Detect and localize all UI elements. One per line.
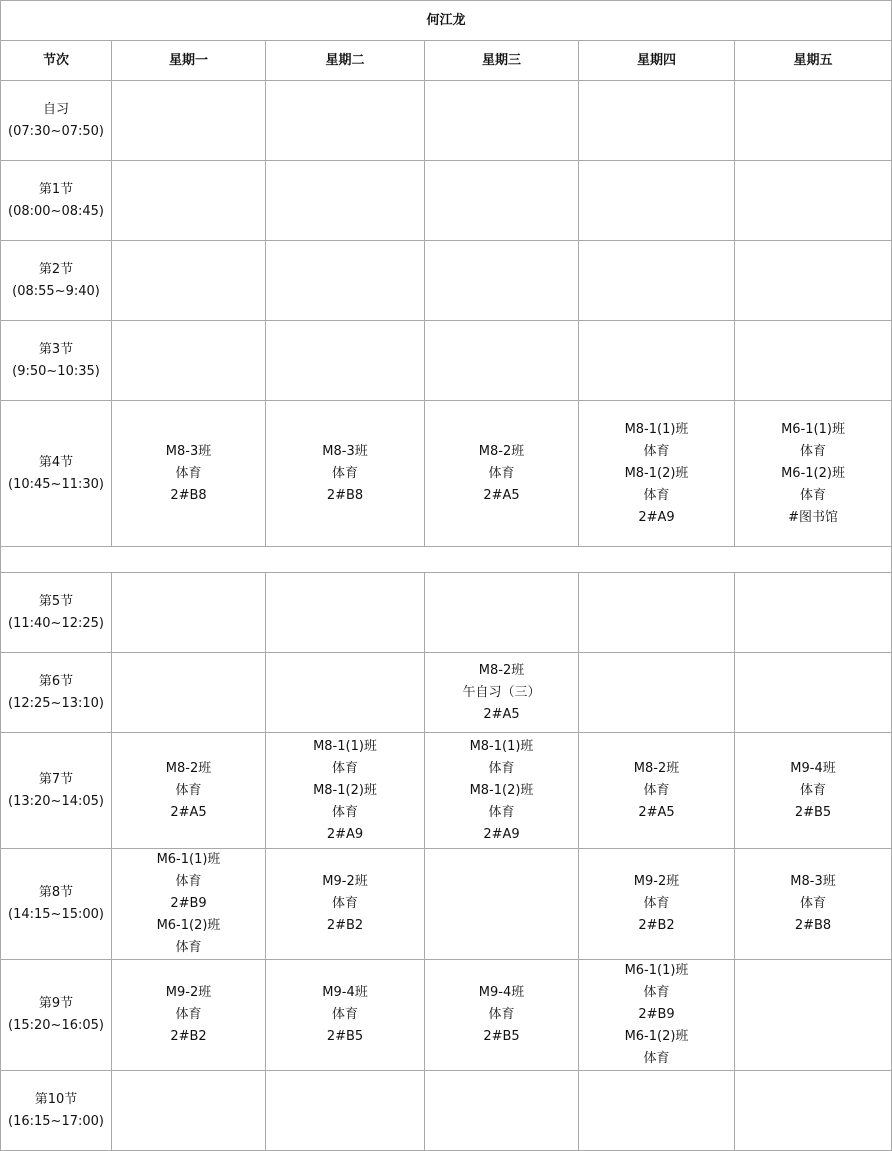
cell-wednesday — [425, 81, 579, 161]
class-entry-line: 2#B2 — [170, 1029, 207, 1044]
cell-monday — [112, 653, 266, 733]
period-name: 第2节 — [38, 261, 74, 277]
class-entry-line: 2#A5 — [170, 804, 207, 820]
header-period: 节次 — [1, 41, 112, 81]
cell-friday — [735, 321, 892, 401]
lunch-separator-row — [1, 547, 892, 573]
class-entry-line: M9-2班 — [165, 985, 212, 1000]
cell-tuesday — [266, 321, 425, 401]
class-entry-line: M9-4班 — [478, 985, 525, 1000]
period-cell — [1, 161, 112, 241]
class-entry-line: M9-4班 — [790, 760, 836, 776]
period-row — [1, 653, 892, 733]
cell-wednesday — [425, 653, 579, 733]
class-entry-line: 2#A9 — [483, 826, 520, 842]
class-entry-line: 体育 — [175, 465, 202, 481]
class-entry-line: M8-2班 — [633, 760, 680, 776]
class-entry-line: 体育 — [175, 1007, 202, 1022]
period-cell — [1, 81, 112, 161]
period-time: (08:00~08:45) — [8, 203, 104, 219]
class-entry-line: 2#B9 — [170, 896, 207, 911]
class-entry-line: M9-4班 — [322, 985, 368, 1000]
class-entry-line: 体育 — [175, 940, 202, 955]
cell-monday — [112, 1071, 266, 1151]
period-cell — [1, 849, 112, 960]
cell-thursday — [579, 161, 735, 241]
cell-wednesday — [425, 241, 579, 321]
cell-tuesday — [266, 849, 425, 960]
cell-tuesday — [266, 81, 425, 161]
cell-friday — [735, 573, 892, 653]
cell-monday — [112, 733, 266, 849]
cell-tuesday — [266, 401, 425, 547]
class-entry-line: M8-1(1)班 — [469, 738, 534, 754]
cell-friday — [735, 1071, 892, 1151]
class-entry-line: 2#A9 — [638, 509, 675, 525]
class-entry-line: 体育 — [331, 804, 358, 820]
cell-monday — [112, 401, 266, 547]
cell-tuesday — [266, 960, 425, 1071]
header-wednesday: 星期三 — [425, 41, 579, 81]
period-row — [1, 1071, 892, 1151]
class-entry-line: M6-1(1)班 — [624, 963, 689, 978]
cell-monday — [112, 573, 266, 653]
class-entry-line: 2#B2 — [638, 918, 675, 933]
class-entry-line: 2#B8 — [794, 918, 832, 933]
cell-thursday — [579, 401, 735, 547]
cell-thursday — [579, 321, 735, 401]
cell-monday — [112, 161, 266, 241]
class-entry-line: M8-1(1)班 — [624, 421, 689, 437]
header-friday: 星期五 — [735, 41, 892, 81]
period-time: (12:25~13:10) — [8, 695, 104, 711]
class-entry-line: 体育 — [175, 874, 202, 889]
cell-wednesday — [425, 1071, 579, 1151]
cell-friday — [735, 81, 892, 161]
class-entry-line: 体育 — [331, 760, 358, 776]
cell-wednesday — [425, 401, 579, 547]
cell-friday — [735, 733, 892, 849]
class-entry-line: 2#A5 — [483, 706, 520, 722]
period-name: 第3节 — [38, 341, 74, 357]
period-name: 第9节 — [38, 996, 74, 1011]
class-entry-line: 体育 — [800, 782, 827, 798]
class-entry-line: M6-1(2)班 — [156, 918, 221, 933]
period-cell — [1, 401, 112, 547]
class-entry-line: 体育 — [800, 443, 827, 459]
class-entry-line: 体育 — [331, 1007, 358, 1022]
class-entry-line: 2#B5 — [326, 1029, 364, 1044]
class-entry-line: M8-2班 — [165, 760, 212, 776]
cell-wednesday — [425, 849, 579, 960]
period-row — [1, 573, 892, 653]
class-entry-line: 体育 — [643, 487, 670, 503]
class-entry-line: M8-3班 — [165, 443, 212, 459]
cell-tuesday — [266, 1071, 425, 1151]
period-cell — [1, 1071, 112, 1151]
period-name: 第7节 — [38, 771, 74, 787]
class-entry-line: M8-1(1)班 — [313, 738, 377, 754]
class-entry-line: M8-1(2)班 — [624, 465, 689, 481]
period-row — [1, 849, 892, 960]
class-entry-line: M8-1(2)班 — [469, 782, 534, 798]
class-entry-line: 2#A5 — [638, 804, 675, 820]
period-row — [1, 401, 892, 547]
period-row — [1, 241, 892, 321]
period-row — [1, 81, 892, 161]
class-entry-line: M8-1(2)班 — [313, 782, 377, 798]
class-entry-line: 午自习（三） — [462, 684, 541, 700]
period-time: (9:50~10:35) — [12, 363, 100, 379]
cell-thursday — [579, 81, 735, 161]
period-row — [1, 960, 892, 1071]
period-cell — [1, 241, 112, 321]
period-name: 第5节 — [38, 593, 74, 609]
cell-friday — [735, 960, 892, 1071]
period-cell — [1, 733, 112, 849]
header-monday: 星期一 — [112, 41, 266, 81]
class-entry-line: 体育 — [331, 465, 358, 481]
class-entry-line: 2#A9 — [326, 826, 364, 842]
cell-monday — [112, 81, 266, 161]
class-entry-line: 2#B5 — [483, 1029, 520, 1044]
cell-tuesday — [266, 241, 425, 321]
header-thursday: 星期四 — [579, 41, 735, 81]
class-entry-line: M8-2班 — [478, 662, 525, 678]
period-name: 第6节 — [38, 673, 74, 689]
cell-tuesday — [266, 653, 425, 733]
cell-thursday — [579, 573, 735, 653]
cell-friday — [735, 401, 892, 547]
class-entry-line: 体育 — [643, 1051, 670, 1066]
class-entry-line: 体育 — [488, 1007, 515, 1022]
class-entry-line: 2#B5 — [794, 804, 832, 820]
cell-wednesday — [425, 161, 579, 241]
cell-wednesday — [425, 573, 579, 653]
period-cell — [1, 653, 112, 733]
class-entry-line: #图书馆 — [788, 509, 838, 525]
header-tuesday: 星期二 — [266, 41, 425, 81]
class-entry-line: 体育 — [488, 804, 515, 820]
period-row — [1, 161, 892, 241]
class-entry-line: M8-3班 — [790, 874, 836, 889]
class-entry-line: 体育 — [800, 896, 827, 911]
class-entry-line: 2#A5 — [483, 487, 520, 503]
cell-monday — [112, 960, 266, 1071]
cell-monday — [112, 241, 266, 321]
cell-friday — [735, 161, 892, 241]
period-cell — [1, 321, 112, 401]
class-entry-line: 体育 — [643, 985, 670, 1000]
class-entry-line: 体育 — [331, 896, 358, 911]
period-name: 第4节 — [38, 454, 74, 470]
period-row — [1, 733, 892, 849]
period-cell — [1, 960, 112, 1071]
class-entry-line: 2#B2 — [326, 918, 364, 933]
class-entry-line: M6-1(1)班 — [156, 852, 221, 867]
header-row — [1, 41, 892, 81]
period-time: (16:15~17:00) — [8, 1113, 104, 1129]
class-entry-line: 体育 — [175, 782, 202, 798]
class-entry-line: 2#B8 — [326, 487, 364, 503]
period-time: (10:45~11:30) — [8, 476, 104, 492]
period-time: (14:15~15:00) — [8, 907, 104, 922]
class-entry-line: M6-1(1)班 — [781, 421, 845, 437]
cell-thursday — [579, 960, 735, 1071]
cell-thursday — [579, 241, 735, 321]
cell-wednesday — [425, 960, 579, 1071]
class-entry-line: M9-2班 — [633, 874, 680, 889]
cell-tuesday — [266, 161, 425, 241]
period-cell — [1, 573, 112, 653]
class-entry-line: 体育 — [643, 896, 670, 911]
class-entry-line: 体育 — [800, 487, 827, 503]
cell-tuesday — [266, 573, 425, 653]
class-entry-line: 体育 — [643, 782, 670, 798]
cell-friday — [735, 241, 892, 321]
period-name: 第8节 — [38, 885, 74, 900]
separator-cell — [1, 547, 892, 573]
period-time: (15:20~16:05) — [8, 1018, 104, 1033]
class-entry-line: 2#B8 — [170, 487, 207, 503]
period-time: (13:20~14:05) — [8, 793, 104, 809]
period-name: 自习 — [42, 101, 69, 117]
cell-monday — [112, 321, 266, 401]
class-entry-line: M6-1(2)班 — [624, 1029, 689, 1044]
cell-thursday — [579, 1071, 735, 1151]
period-time: (07:30~07:50) — [8, 123, 104, 139]
schedule-body — [1, 81, 892, 1151]
class-entry-line: 体育 — [643, 443, 670, 459]
cell-tuesday — [266, 733, 425, 849]
class-entry-line: M8-3班 — [322, 443, 368, 459]
period-time: (11:40~12:25) — [8, 615, 104, 631]
period-name: 第10节 — [34, 1091, 78, 1107]
class-entry-line: M9-2班 — [322, 874, 368, 889]
cell-monday — [112, 849, 266, 960]
cell-thursday — [579, 733, 735, 849]
class-entry-line: 体育 — [488, 465, 515, 481]
cell-wednesday — [425, 733, 579, 849]
class-entry-line: 2#B9 — [638, 1007, 675, 1022]
class-entry-line: M8-2班 — [478, 443, 525, 459]
cell-friday — [735, 849, 892, 960]
period-name: 第1节 — [38, 181, 74, 197]
class-entry-line: M6-1(2)班 — [781, 465, 845, 481]
class-entry-line: 体育 — [488, 760, 515, 776]
cell-thursday — [579, 653, 735, 733]
cell-wednesday — [425, 321, 579, 401]
period-row — [1, 321, 892, 401]
cell-thursday — [579, 849, 735, 960]
cell-friday — [735, 653, 892, 733]
schedule-title: 何江龙 — [1, 1, 892, 41]
period-time: (08:55~9:40) — [12, 283, 100, 299]
